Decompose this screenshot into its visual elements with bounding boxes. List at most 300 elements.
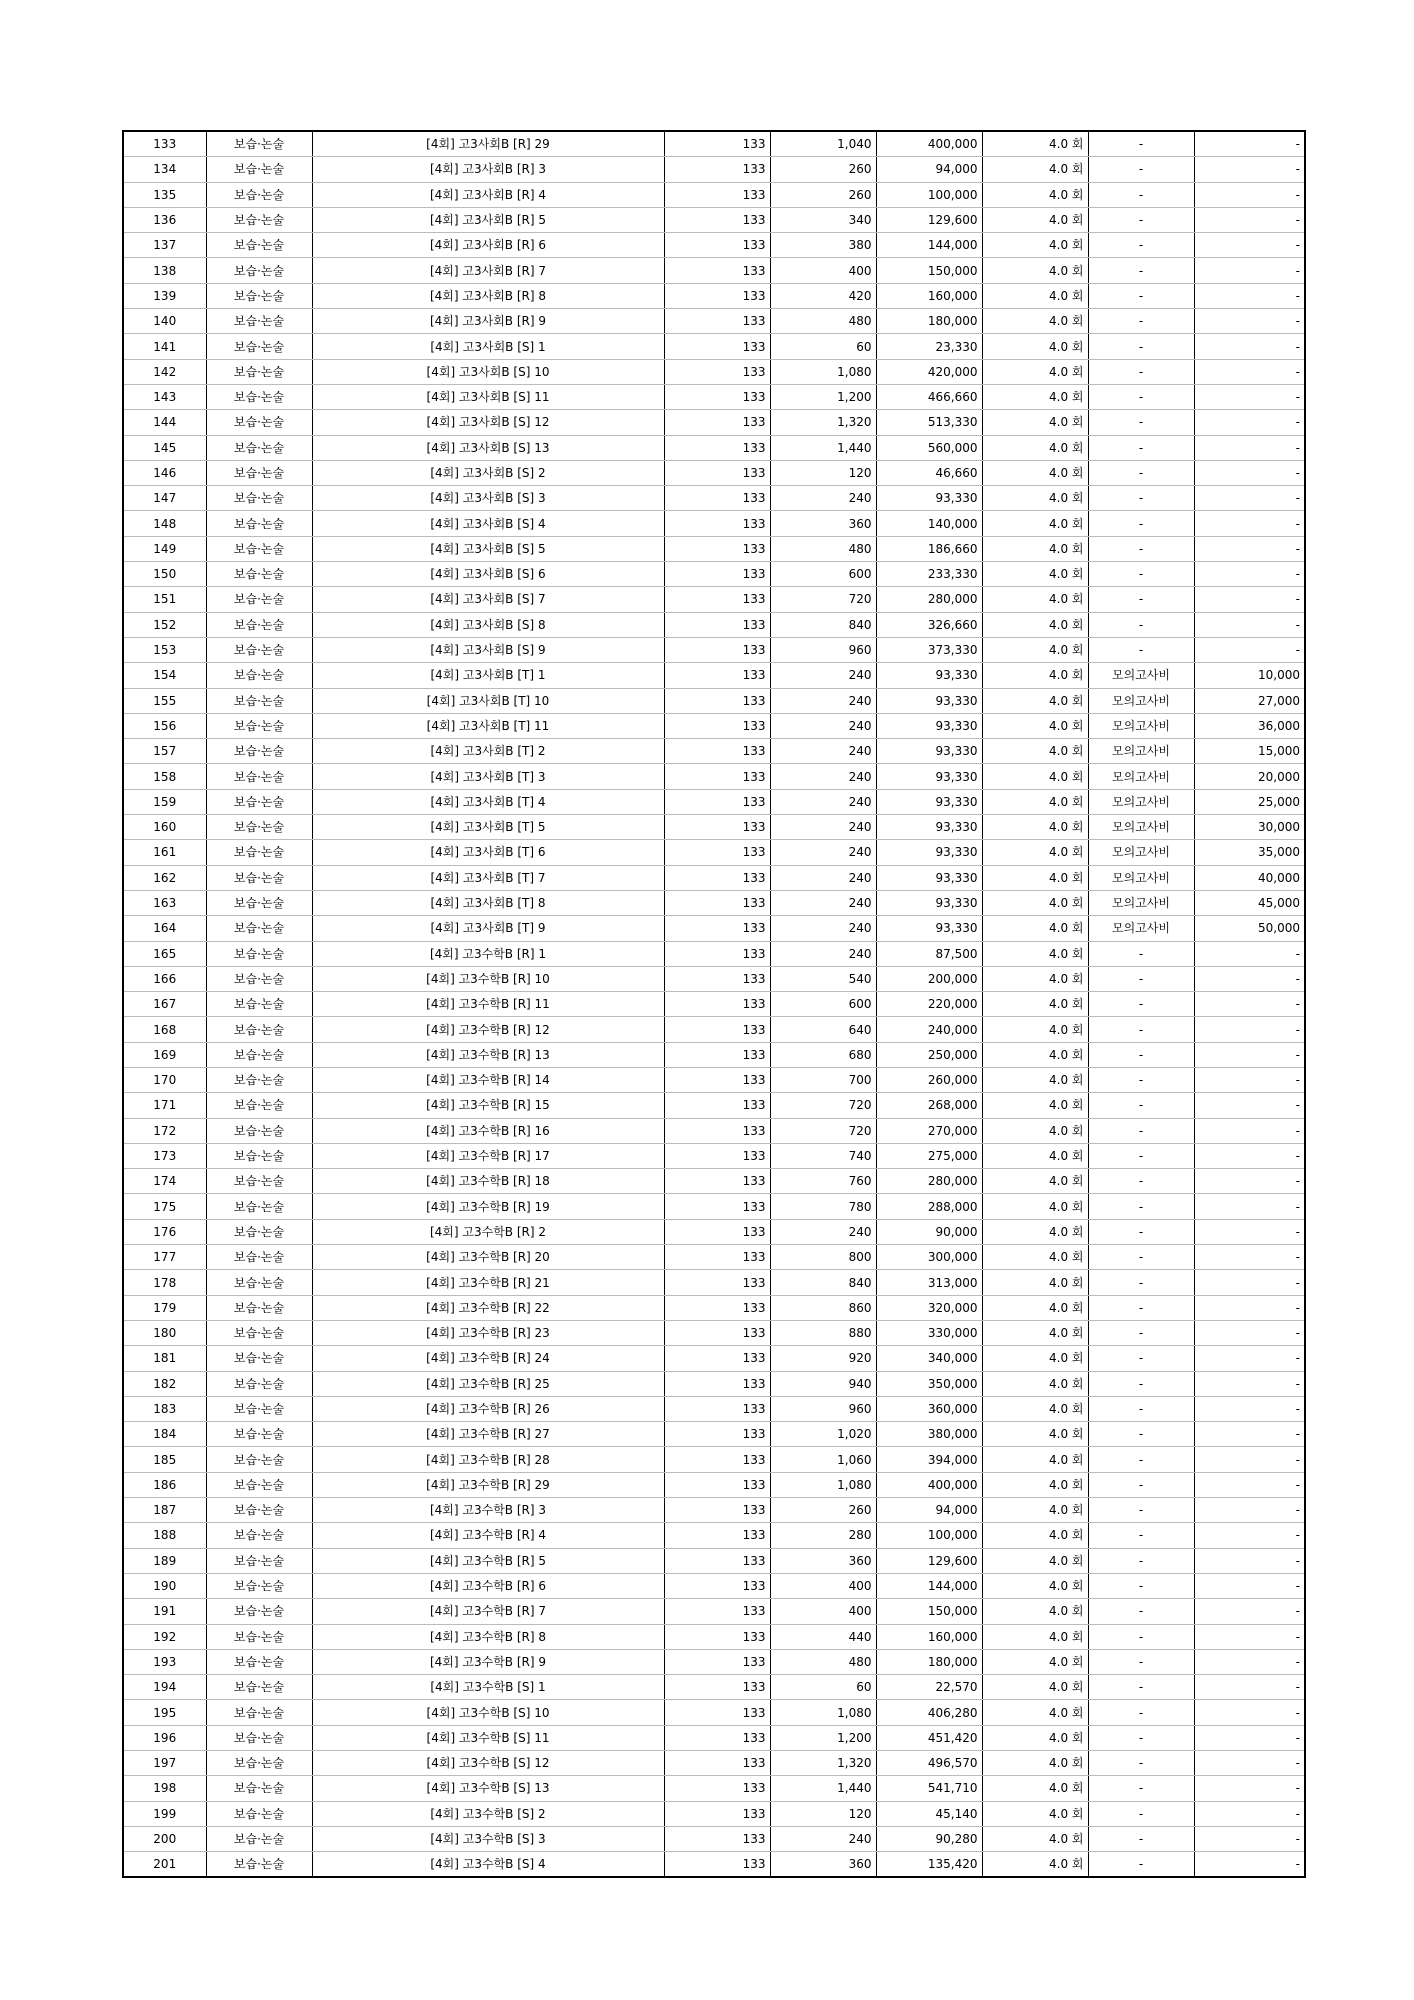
extra-item-cell: - <box>1088 131 1194 157</box>
hours-cell: 240 <box>770 1219 876 1244</box>
hours-cell: 340 <box>770 207 876 232</box>
hours-cell: 240 <box>770 815 876 840</box>
table-row <box>123 1219 1305 1244</box>
code-cell: 133 <box>664 1169 770 1194</box>
fee-cell: 270,000 <box>876 1118 982 1143</box>
hours-cell: 1,440 <box>770 435 876 460</box>
table-row <box>123 334 1305 359</box>
row-number-cell: 134 <box>123 157 206 182</box>
fee-cell: 275,000 <box>876 1143 982 1168</box>
row-number-cell: 138 <box>123 258 206 283</box>
code-cell: 133 <box>664 1573 770 1598</box>
code-cell: 133 <box>664 157 770 182</box>
table-row <box>123 1371 1305 1396</box>
fee-cell: 260,000 <box>876 1067 982 1092</box>
category-cell: 보습·논술 <box>206 486 312 511</box>
table-row <box>123 637 1305 662</box>
extra-fee-cell: - <box>1194 258 1305 283</box>
table-row <box>123 182 1305 207</box>
extra-item-cell: - <box>1088 359 1194 384</box>
row-number-cell: 172 <box>123 1118 206 1143</box>
course-name-cell: [4회] 고3사회B [S] 8 <box>312 612 664 637</box>
extra-fee-cell: - <box>1194 1371 1305 1396</box>
table-row <box>123 966 1305 991</box>
row-number-cell: 167 <box>123 992 206 1017</box>
count-cell: 4.0 회 <box>982 1017 1088 1042</box>
category-cell: 보습·논술 <box>206 1852 312 1878</box>
hours-cell: 1,080 <box>770 1700 876 1725</box>
hours-cell: 760 <box>770 1169 876 1194</box>
category-cell: 보습·논술 <box>206 359 312 384</box>
fee-cell: 406,280 <box>876 1700 982 1725</box>
fee-cell: 150,000 <box>876 258 982 283</box>
code-cell: 133 <box>664 713 770 738</box>
row-number-cell: 150 <box>123 562 206 587</box>
code-cell: 133 <box>664 1295 770 1320</box>
fee-cell: 380,000 <box>876 1422 982 1447</box>
category-cell: 보습·논술 <box>206 789 312 814</box>
hours-cell: 720 <box>770 1093 876 1118</box>
category-cell: 보습·논술 <box>206 1548 312 1573</box>
category-cell: 보습·논술 <box>206 1295 312 1320</box>
category-cell: 보습·논술 <box>206 536 312 561</box>
extra-item-cell: - <box>1088 1295 1194 1320</box>
extra-item-cell: - <box>1088 1447 1194 1472</box>
count-cell: 4.0 회 <box>982 182 1088 207</box>
code-cell: 133 <box>664 1396 770 1421</box>
code-cell: 133 <box>664 309 770 334</box>
extra-item-cell: - <box>1088 384 1194 409</box>
category-cell: 보습·논술 <box>206 1826 312 1851</box>
extra-item-cell: - <box>1088 283 1194 308</box>
category-cell: 보습·논술 <box>206 334 312 359</box>
extra-item-cell: - <box>1088 612 1194 637</box>
extra-fee-cell: 15,000 <box>1194 739 1305 764</box>
extra-fee-cell: - <box>1194 1320 1305 1345</box>
table-row <box>123 1776 1305 1801</box>
fee-cell: 200,000 <box>876 966 982 991</box>
category-cell: 보습·논술 <box>206 1042 312 1067</box>
count-cell: 4.0 회 <box>982 1675 1088 1700</box>
fee-cell: 90,000 <box>876 1219 982 1244</box>
count-cell: 4.0 회 <box>982 157 1088 182</box>
count-cell: 4.0 회 <box>982 612 1088 637</box>
count-cell: 4.0 회 <box>982 739 1088 764</box>
extra-fee-cell: - <box>1194 536 1305 561</box>
hours-cell: 400 <box>770 1599 876 1624</box>
category-cell: 보습·논술 <box>206 1776 312 1801</box>
row-number-cell: 158 <box>123 764 206 789</box>
fee-cell: 350,000 <box>876 1371 982 1396</box>
count-cell: 4.0 회 <box>982 1422 1088 1447</box>
row-number-cell: 191 <box>123 1599 206 1624</box>
course-name-cell: [4회] 고3수학B [R] 21 <box>312 1270 664 1295</box>
category-cell: 보습·논술 <box>206 1270 312 1295</box>
count-cell: 4.0 회 <box>982 486 1088 511</box>
code-cell: 133 <box>664 1751 770 1776</box>
fee-cell: 300,000 <box>876 1245 982 1270</box>
code-cell: 133 <box>664 865 770 890</box>
table-row <box>123 359 1305 384</box>
extra-fee-cell: - <box>1194 1700 1305 1725</box>
course-name-cell: [4회] 고3수학B [R] 2 <box>312 1219 664 1244</box>
extra-fee-cell: - <box>1194 182 1305 207</box>
course-name-cell: [4회] 고3수학B [R] 8 <box>312 1624 664 1649</box>
table-row <box>123 916 1305 941</box>
category-cell: 보습·논술 <box>206 1346 312 1371</box>
fee-cell: 87,500 <box>876 941 982 966</box>
extra-fee-cell: - <box>1194 1042 1305 1067</box>
hours-cell: 540 <box>770 966 876 991</box>
count-cell: 4.0 회 <box>982 1751 1088 1776</box>
table-row <box>123 511 1305 536</box>
extra-item-cell: - <box>1088 233 1194 258</box>
extra-item-cell: - <box>1088 1573 1194 1598</box>
extra-fee-cell: - <box>1194 1826 1305 1851</box>
hours-cell: 1,200 <box>770 1725 876 1750</box>
table-body <box>123 131 1305 1877</box>
fee-cell: 466,660 <box>876 384 982 409</box>
code-cell: 133 <box>664 258 770 283</box>
extra-fee-cell: - <box>1194 410 1305 435</box>
extra-item-cell: - <box>1088 1270 1194 1295</box>
course-name-cell: [4회] 고3사회B [T] 4 <box>312 789 664 814</box>
course-name-cell: [4회] 고3수학B [R] 13 <box>312 1042 664 1067</box>
code-cell: 133 <box>664 384 770 409</box>
category-cell: 보습·논술 <box>206 1169 312 1194</box>
extra-fee-cell: - <box>1194 1295 1305 1320</box>
category-cell: 보습·논술 <box>206 1599 312 1624</box>
extra-item-cell: - <box>1088 1675 1194 1700</box>
count-cell: 4.0 회 <box>982 587 1088 612</box>
count-cell: 4.0 회 <box>982 1649 1088 1674</box>
category-cell: 보습·논술 <box>206 1447 312 1472</box>
row-number-cell: 183 <box>123 1396 206 1421</box>
table-row <box>123 410 1305 435</box>
table-row <box>123 1675 1305 1700</box>
hours-cell: 720 <box>770 1118 876 1143</box>
category-cell: 보습·논술 <box>206 1725 312 1750</box>
code-cell: 133 <box>664 131 770 157</box>
row-number-cell: 190 <box>123 1573 206 1598</box>
extra-item-cell: 모의고사비 <box>1088 890 1194 915</box>
extra-item-cell: - <box>1088 562 1194 587</box>
fee-cell: 496,570 <box>876 1751 982 1776</box>
table-row <box>123 1295 1305 1320</box>
course-name-cell: [4회] 고3사회B [T] 10 <box>312 688 664 713</box>
fee-cell: 93,330 <box>876 890 982 915</box>
hours-cell: 880 <box>770 1320 876 1345</box>
count-cell: 4.0 회 <box>982 1219 1088 1244</box>
category-cell: 보습·논술 <box>206 1245 312 1270</box>
course-name-cell: [4회] 고3수학B [S] 10 <box>312 1700 664 1725</box>
course-name-cell: [4회] 고3수학B [R] 22 <box>312 1295 664 1320</box>
code-cell: 133 <box>664 486 770 511</box>
category-cell: 보습·논술 <box>206 157 312 182</box>
fee-cell: 400,000 <box>876 1472 982 1497</box>
category-cell: 보습·논술 <box>206 1320 312 1345</box>
extra-fee-cell: - <box>1194 233 1305 258</box>
count-cell: 4.0 회 <box>982 789 1088 814</box>
category-cell: 보습·논술 <box>206 739 312 764</box>
course-name-cell: [4회] 고3사회B [R] 7 <box>312 258 664 283</box>
code-cell: 133 <box>664 764 770 789</box>
row-number-cell: 180 <box>123 1320 206 1345</box>
count-cell: 4.0 회 <box>982 334 1088 359</box>
hours-cell: 640 <box>770 1017 876 1042</box>
course-name-cell: [4회] 고3사회B [T] 5 <box>312 815 664 840</box>
extra-item-cell: - <box>1088 992 1194 1017</box>
count-cell: 4.0 회 <box>982 916 1088 941</box>
course-name-cell: [4회] 고3수학B [R] 3 <box>312 1498 664 1523</box>
count-cell: 4.0 회 <box>982 1801 1088 1826</box>
hours-cell: 360 <box>770 511 876 536</box>
table-row <box>123 460 1305 485</box>
fee-cell: 373,330 <box>876 637 982 662</box>
code-cell: 133 <box>664 1826 770 1851</box>
course-name-cell: [4회] 고3수학B [R] 1 <box>312 941 664 966</box>
category-cell: 보습·논술 <box>206 460 312 485</box>
count-cell: 4.0 회 <box>982 1852 1088 1878</box>
course-name-cell: [4회] 고3수학B [S] 2 <box>312 1801 664 1826</box>
row-number-cell: 179 <box>123 1295 206 1320</box>
table-row <box>123 1422 1305 1447</box>
table-row <box>123 1346 1305 1371</box>
hours-cell: 960 <box>770 637 876 662</box>
course-name-cell: [4회] 고3수학B [R] 5 <box>312 1548 664 1573</box>
table-row <box>123 739 1305 764</box>
extra-fee-cell: - <box>1194 1599 1305 1624</box>
fee-cell: 451,420 <box>876 1725 982 1750</box>
count-cell: 4.0 회 <box>982 1093 1088 1118</box>
course-name-cell: [4회] 고3수학B [R] 19 <box>312 1194 664 1219</box>
hours-cell: 480 <box>770 1649 876 1674</box>
extra-fee-cell: - <box>1194 1270 1305 1295</box>
extra-fee-cell: - <box>1194 1346 1305 1371</box>
category-cell: 보습·논술 <box>206 941 312 966</box>
extra-fee-cell: - <box>1194 1118 1305 1143</box>
count-cell: 4.0 회 <box>982 233 1088 258</box>
course-name-cell: [4회] 고3수학B [S] 13 <box>312 1776 664 1801</box>
table-row <box>123 1270 1305 1295</box>
extra-item-cell: - <box>1088 309 1194 334</box>
course-name-cell: [4회] 고3사회B [S] 2 <box>312 460 664 485</box>
row-number-cell: 175 <box>123 1194 206 1219</box>
table-row <box>123 764 1305 789</box>
course-name-cell: [4회] 고3사회B [S] 9 <box>312 637 664 662</box>
extra-item-cell: 모의고사비 <box>1088 688 1194 713</box>
count-cell: 4.0 회 <box>982 1042 1088 1067</box>
code-cell: 133 <box>664 1143 770 1168</box>
table-row <box>123 1548 1305 1573</box>
course-name-cell: [4회] 고3수학B [R] 27 <box>312 1422 664 1447</box>
extra-item-cell: - <box>1088 1422 1194 1447</box>
course-name-cell: [4회] 고3사회B [R] 3 <box>312 157 664 182</box>
count-cell: 4.0 회 <box>982 992 1088 1017</box>
hours-cell: 400 <box>770 258 876 283</box>
fee-cell: 320,000 <box>876 1295 982 1320</box>
fee-cell: 144,000 <box>876 233 982 258</box>
extra-item-cell: 모의고사비 <box>1088 789 1194 814</box>
row-number-cell: 195 <box>123 1700 206 1725</box>
course-name-cell: [4회] 고3사회B [R] 6 <box>312 233 664 258</box>
extra-fee-cell: - <box>1194 587 1305 612</box>
row-number-cell: 137 <box>123 233 206 258</box>
extra-item-cell: 모의고사비 <box>1088 815 1194 840</box>
row-number-cell: 155 <box>123 688 206 713</box>
hours-cell: 940 <box>770 1371 876 1396</box>
row-number-cell: 145 <box>123 435 206 460</box>
category-cell: 보습·논술 <box>206 1067 312 1092</box>
category-cell: 보습·논술 <box>206 992 312 1017</box>
extra-fee-cell: - <box>1194 1245 1305 1270</box>
course-name-cell: [4회] 고3수학B [R] 29 <box>312 1472 664 1497</box>
hours-cell: 1,040 <box>770 131 876 157</box>
hours-cell: 1,440 <box>770 1776 876 1801</box>
row-number-cell: 165 <box>123 941 206 966</box>
code-cell: 133 <box>664 1599 770 1624</box>
category-cell: 보습·논술 <box>206 1093 312 1118</box>
category-cell: 보습·논술 <box>206 663 312 688</box>
count-cell: 4.0 회 <box>982 1396 1088 1421</box>
row-number-cell: 187 <box>123 1498 206 1523</box>
category-cell: 보습·논술 <box>206 1422 312 1447</box>
code-cell: 133 <box>664 511 770 536</box>
count-cell: 4.0 회 <box>982 966 1088 991</box>
hours-cell: 120 <box>770 460 876 485</box>
row-number-cell: 200 <box>123 1826 206 1851</box>
hours-cell: 740 <box>770 1143 876 1168</box>
fee-cell: 129,600 <box>876 207 982 232</box>
extra-fee-cell: - <box>1194 966 1305 991</box>
table-row <box>123 1649 1305 1674</box>
code-cell: 133 <box>664 1422 770 1447</box>
row-number-cell: 140 <box>123 309 206 334</box>
row-number-cell: 136 <box>123 207 206 232</box>
row-number-cell: 154 <box>123 663 206 688</box>
extra-item-cell: - <box>1088 1396 1194 1421</box>
category-cell: 보습·논술 <box>206 207 312 232</box>
extra-item-cell: - <box>1088 941 1194 966</box>
extra-item-cell: - <box>1088 1093 1194 1118</box>
extra-item-cell: - <box>1088 1042 1194 1067</box>
count-cell: 4.0 회 <box>982 1295 1088 1320</box>
fee-cell: 180,000 <box>876 1649 982 1674</box>
category-cell: 보습·논술 <box>206 840 312 865</box>
row-number-cell: 152 <box>123 612 206 637</box>
code-cell: 133 <box>664 1270 770 1295</box>
table-row <box>123 992 1305 1017</box>
count-cell: 4.0 회 <box>982 1245 1088 1270</box>
row-number-cell: 141 <box>123 334 206 359</box>
count-cell: 4.0 회 <box>982 1523 1088 1548</box>
course-name-cell: [4회] 고3사회B [T] 9 <box>312 916 664 941</box>
extra-fee-cell: - <box>1194 359 1305 384</box>
category-cell: 보습·논술 <box>206 1371 312 1396</box>
table-row <box>123 1093 1305 1118</box>
row-number-cell: 199 <box>123 1801 206 1826</box>
extra-fee-cell: - <box>1194 309 1305 334</box>
fee-cell: 93,330 <box>876 663 982 688</box>
extra-item-cell: - <box>1088 1776 1194 1801</box>
table-row <box>123 1498 1305 1523</box>
category-cell: 보습·논술 <box>206 612 312 637</box>
code-cell: 133 <box>664 1093 770 1118</box>
fee-cell: 93,330 <box>876 713 982 738</box>
hours-cell: 1,060 <box>770 1447 876 1472</box>
count-cell: 4.0 회 <box>982 815 1088 840</box>
category-cell: 보습·논술 <box>206 131 312 157</box>
extra-item-cell: - <box>1088 410 1194 435</box>
extra-fee-cell: - <box>1194 283 1305 308</box>
code-cell: 133 <box>664 536 770 561</box>
count-cell: 4.0 회 <box>982 941 1088 966</box>
category-cell: 보습·논술 <box>206 1700 312 1725</box>
extra-item-cell: - <box>1088 334 1194 359</box>
fee-cell: 93,330 <box>876 486 982 511</box>
hours-cell: 600 <box>770 992 876 1017</box>
count-cell: 4.0 회 <box>982 384 1088 409</box>
course-name-cell: [4회] 고3사회B [S] 13 <box>312 435 664 460</box>
extra-item-cell: - <box>1088 1852 1194 1878</box>
extra-fee-cell: - <box>1194 992 1305 1017</box>
hours-cell: 780 <box>770 1194 876 1219</box>
extra-fee-cell: - <box>1194 1017 1305 1042</box>
table-row <box>123 1599 1305 1624</box>
table-row <box>123 1245 1305 1270</box>
table-row <box>123 1472 1305 1497</box>
course-name-cell: [4회] 고3사회B [T] 1 <box>312 663 664 688</box>
table-row <box>123 131 1305 157</box>
row-number-cell: 178 <box>123 1270 206 1295</box>
extra-fee-cell: - <box>1194 1751 1305 1776</box>
hours-cell: 240 <box>770 890 876 915</box>
extra-fee-cell: - <box>1194 1498 1305 1523</box>
row-number-cell: 176 <box>123 1219 206 1244</box>
extra-fee-cell: - <box>1194 612 1305 637</box>
row-number-cell: 170 <box>123 1067 206 1092</box>
row-number-cell: 198 <box>123 1776 206 1801</box>
extra-item-cell: - <box>1088 1751 1194 1776</box>
course-name-cell: [4회] 고3수학B [R] 4 <box>312 1523 664 1548</box>
extra-fee-cell: - <box>1194 1649 1305 1674</box>
table-row <box>123 1801 1305 1826</box>
course-name-cell: [4회] 고3수학B [R] 17 <box>312 1143 664 1168</box>
category-cell: 보습·논술 <box>206 384 312 409</box>
table-row <box>123 1447 1305 1472</box>
extra-item-cell: 모의고사비 <box>1088 739 1194 764</box>
fee-cell: 360,000 <box>876 1396 982 1421</box>
hours-cell: 60 <box>770 1675 876 1700</box>
code-cell: 133 <box>664 207 770 232</box>
row-number-cell: 171 <box>123 1093 206 1118</box>
course-name-cell: [4회] 고3사회B [S] 6 <box>312 562 664 587</box>
code-cell: 133 <box>664 890 770 915</box>
row-number-cell: 185 <box>123 1447 206 1472</box>
fee-cell: 94,000 <box>876 157 982 182</box>
hours-cell: 240 <box>770 941 876 966</box>
row-number-cell: 133 <box>123 131 206 157</box>
category-cell: 보습·논술 <box>206 233 312 258</box>
hours-cell: 60 <box>770 334 876 359</box>
extra-fee-cell: - <box>1194 1093 1305 1118</box>
code-cell: 133 <box>664 1472 770 1497</box>
category-cell: 보습·논술 <box>206 1143 312 1168</box>
table-row <box>123 309 1305 334</box>
hours-cell: 240 <box>770 688 876 713</box>
fee-cell: 150,000 <box>876 1599 982 1624</box>
category-cell: 보습·논술 <box>206 1801 312 1826</box>
